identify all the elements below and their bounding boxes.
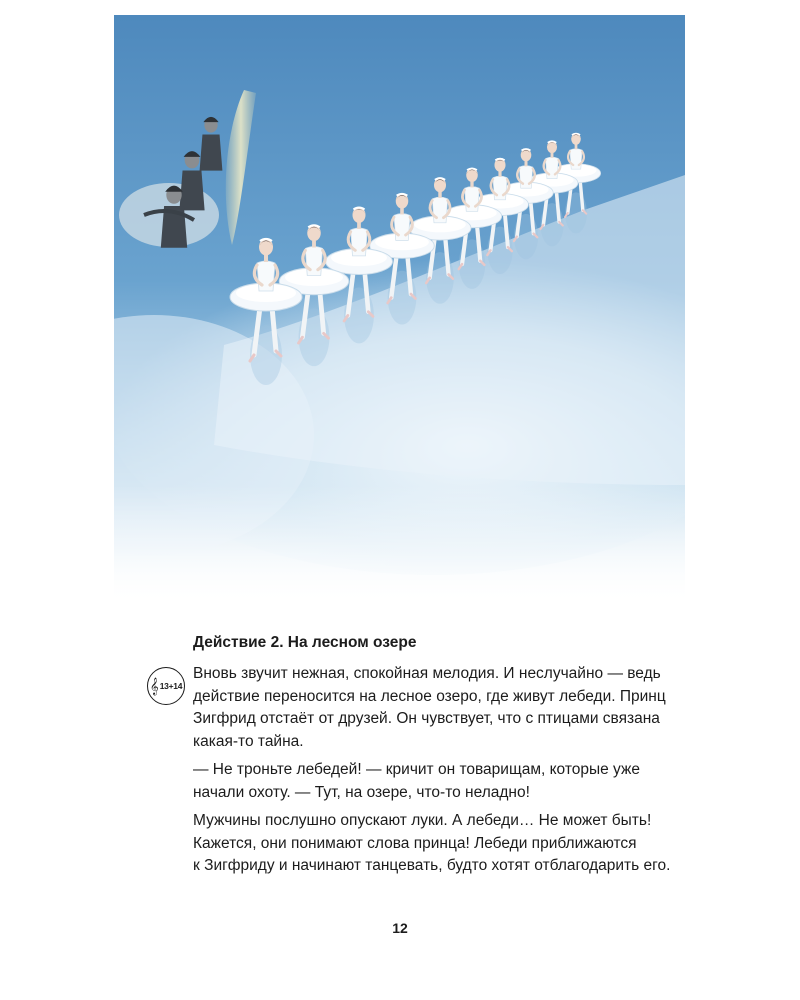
ballet-illustration — [114, 15, 685, 605]
text-line: Вновь звучит нежная, спокойная мелодия. И неслучайно — ведь — [193, 665, 661, 682]
story-text — [193, 633, 671, 884]
text-line: какая-то тайна. — [193, 732, 304, 750]
text-line: Мужчины послушно опускают луки. А лебеди… Не может быть! — [193, 812, 652, 829]
bottom-fade — [114, 485, 685, 605]
paragraph — [193, 810, 671, 878]
text-line: действие переносится на лесное озеро, где живут лебеди. Принц — [193, 687, 666, 705]
paragraph — [193, 663, 666, 753]
act-heading: Действие 2. На лесном озере — [193, 634, 417, 651]
text-line: Зигфрид отстаёт от друзей. Он чувствует, что с птицами связана — [193, 710, 660, 727]
page-number: 12 — [392, 920, 408, 936]
track-number: 13+14 — [159, 681, 183, 691]
audio-track-badge — [147, 667, 185, 705]
treble-clef-icon: 𝄞 — [149, 676, 159, 695]
paragraph — [193, 759, 653, 804]
text-line: начали охоту. — Тут, на озере, что-то неладно! — [193, 783, 530, 801]
text-line: — Не троньте лебедей! — кричит он товарищам, которые уже — [193, 761, 640, 778]
swan-lake-painting — [114, 15, 685, 605]
text-line: Кажется, они понимают слова принца! Лебеди приближаются — [193, 834, 637, 852]
text-line: к Зигфриду и начинают танцевать, будто хотят отблагодарить его. — [193, 857, 671, 874]
